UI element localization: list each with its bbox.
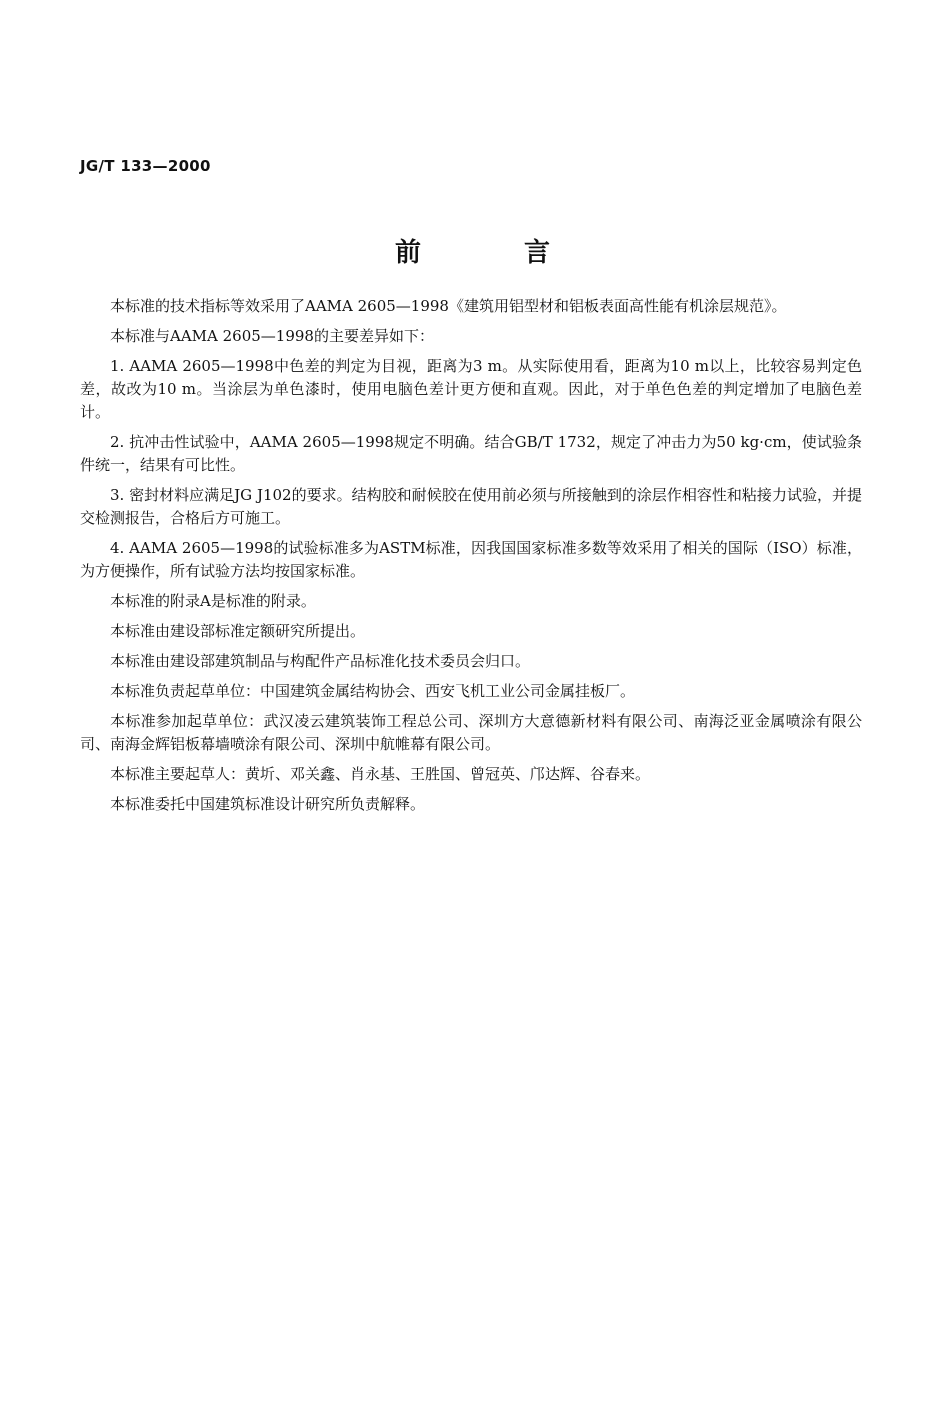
paragraph-difference-2: 2. 抗冲击性试验中，AAMA 2605—1998规定不明确。结合GB/T 1732，规定了冲击力为50 kg·cm，使试验条件统一，结果有可比性。 (80, 433, 862, 474)
document-body (80, 295, 862, 823)
paragraph-difference-1: 1. AAMA 2605—1998中色差的判定为目视，距离为3 m。从实际使用看，距离为10 m以上，比较容易判定色差，故改为10 m。当涂层为单色漆时，使用电脑色差计更方便和直观。因此，对于单色色差的判定增加了电脑色差计。 (80, 357, 862, 421)
page-title-char-1: 前 (395, 238, 422, 268)
page-title-char-2: 言 (523, 238, 550, 268)
paragraph-differences-intro: 本标准与AAMA 2605—1998的主要差异如下： (110, 327, 434, 345)
paragraph-centralized-by: 本标准由建设部建筑制品与构配件产品标准化技术委员会归口。 (110, 652, 531, 670)
paragraph-interpretation: 本标准委托中国建筑标准设计研究所负责解释。 (110, 795, 426, 813)
paragraph-drafters: 本标准主要起草人：黄圻、邓关鑫、肖永基、王胜国、曾冠英、邝达辉、谷春来。 (110, 765, 651, 783)
paragraph-proposed-by: 本标准由建设部标准定额研究所提出。 (110, 622, 366, 640)
paragraph-difference-3: 3. 密封材料应满足JG J102的要求。结构胶和耐候胶在使用前必须与所接触到的涂层作相容性和粘接力试验，并提交检测报告，合格后方可施工。 (80, 486, 862, 527)
paragraph-difference-4: 4. AAMA 2605—1998的试验标准多为ASTM标准，因我国国家标准多数等效采用了相关的国际（ISO）标准，为方便操作，所有试验方法均按国家标准。 (80, 539, 862, 580)
standard-code: JG/T 133—2000 (80, 157, 211, 175)
paragraph-participating-units: 本标准参加起草单位：武汉凌云建筑装饰工程总公司、深圳方大意德新材料有限公司、南海泛亚金属喷涂有限公司、南海金辉铝板幕墙喷涂有限公司、深圳中航帷幕有限公司。 (80, 712, 862, 753)
page-title (395, 236, 550, 270)
paragraph-drafting-unit: 本标准负责起草单位：中国建筑金属结构协会、西安飞机工业公司金属挂板厂。 (110, 682, 636, 700)
paragraph-appendix: 本标准的附录A是标准的附录。 (110, 592, 316, 610)
paragraph-equivalence: 本标准的技术指标等效采用了AAMA 2605—1998《建筑用铝型材和铝板表面高性能有机涂层规范》。 (110, 297, 787, 315)
